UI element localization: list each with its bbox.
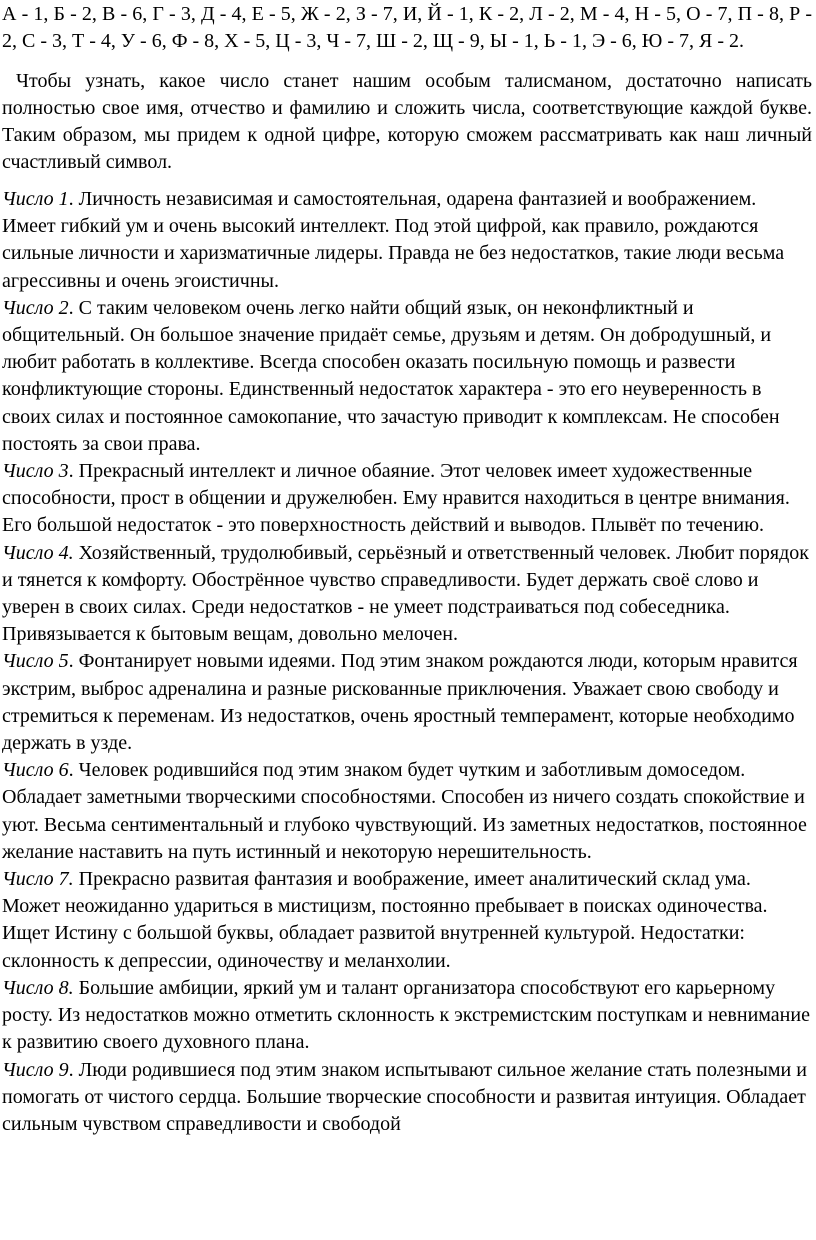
number-label: Число 5 <box>2 650 69 673</box>
number-label: Число 2 <box>2 296 69 319</box>
number-description: Большие амбиции, яркий ум и талант организатора способствуют его карьерному росту. Из недостатков можно отметить склонность к экстремистским поступкам и невнимание к развитию своего духовного плана. <box>2 976 810 1054</box>
number-entry-8 <box>2 975 812 1057</box>
number-description: С таким человеком очень легко найти общий язык, он неконфликтный и общительный. Он большое значение придаёт семье, друзьям и детям. Он добродушный, и любит работать в коллективе. Всегда способен оказать посильную помощь и развести конфликтующие стороны. Единственный недостаток характера - это его неуверенность в своих силах и постоянное самокопание, что зачастую приводит к комплексам. Не способен постоять за свои права. <box>2 296 780 455</box>
number-description: Люди родившиеся под этим знаком испытывают сильное желание стать полезными и помогать от чистого сердца. Большие творческие способности и развитая интуиция. Обладает сильным чувством справедливости и свободой <box>2 1058 807 1135</box>
label-separator: . <box>68 460 74 483</box>
label-separator: . <box>68 759 74 782</box>
number-label: Число 4. <box>2 541 74 564</box>
number-description: Личность независимая и самостоятельная, одарена фантазией и воображением. Имеет гибкий ум и очень высокий интеллект. Под этой цифрой, как правило, рождаются сильные личности и харизматичные лидеры. Правда не без недостатков, такие люди весьма агрессивны и очень эгоистичны. <box>2 188 785 292</box>
number-entry-7 <box>2 866 812 975</box>
number-entry-1 <box>2 186 812 295</box>
number-entry-4 <box>2 540 812 649</box>
number-description: Человек родившийся под этим знаком будет чутким и заботливым домоседом. Обладает заметными творческими способностями. Способен из ничего создать спокойствие и уют. Весьма сентиментальный и глубоко чувствующий. Из заметных недостатков, постоянное желание наставить на путь истинный и некоторую нерешительность. <box>2 759 807 863</box>
number-description: Прекрасный интеллект и личное обаяние. Этот человек имеет художественные способности, прост в общении и дружелюбен. Ему нравится находиться в центре внимания. Его большой недостаток - это поверхностность действий и выводов. Плывёт по течению. <box>2 460 790 537</box>
label-separator: . <box>68 296 74 319</box>
number-label: Число 6 <box>2 759 69 782</box>
number-description: Фонтанирует новыми идеями. Под этим знаком рождаются люди, которым нравится экстрим, выброс адреналина и разные рискованные приключения. Уважает свою свободу и стремиться к переменам. Из недостатков, очень яростный темперамент, которые необходимо держать в узде. <box>2 650 798 755</box>
number-label: Число 9 <box>2 1058 69 1081</box>
number-label: Число 7. <box>2 868 74 891</box>
number-entry-3 <box>2 458 812 540</box>
number-label: Число 1 <box>2 188 69 210</box>
number-entry-2 <box>2 295 812 458</box>
label-separator: . <box>68 188 74 210</box>
intro-paragraph: Чтобы узнать, какое число станет нашим особым талисманом, достаточно написать полностью свое имя, отчество и фамилию и сложить числа, соответствующие каждой букве. Таким образом, мы придем к одной цифре, которую сможем рассматривать как наш личный счастливый символ. <box>2 70 812 173</box>
number-entry-9 <box>2 1057 812 1139</box>
number-entry-6 <box>2 757 812 866</box>
label-separator: . <box>68 650 74 673</box>
letter-number-table: А - 1, Б - 2, В - 6, Г - 3, Д - 4, Е - 5, Ж - 2, З - 7, И, Й - 1, К - 2, Л - 2, М - 4, Н - 5, О - 7, П - 8, Р - 2, С - 3, Т - 4, У - 6, Ф - 8, Х - 5, Ц - 3, Ч - 7, Ш - 2, Щ - 9, Ы - 1, Ь - 1, Э - 6, Ю - 7, Я - 2. <box>2 3 812 52</box>
number-description: Хозяйственный, трудолюбивый, серьёзный и ответственный человек. Любит порядок и тянется к комфорту. Обострённое чувство справедливости. Будет держать своё слово и уверен в своих силах. Среди недостатков - не умеет подстраиваться под собеседника. Привязывается к бытовым вещам, довольно мелочен. <box>2 541 809 646</box>
number-entry-5 <box>2 648 812 757</box>
number-label: Число 8. <box>2 976 74 999</box>
label-separator: . <box>68 1058 74 1081</box>
number-label: Число 3 <box>2 460 69 483</box>
number-descriptions <box>2 186 812 1138</box>
number-description: Прекрасно развитая фантазия и воображение, имеет аналитический склад ума. Может неожиданно удариться в мистицизм, постоянно пребывает в поисках одиночества. Ищет Истину с большой буквы, обладает развитой внутренней культурой. Недостатки: склонность к депрессии, одиночеству и меланхолии. <box>2 868 768 972</box>
